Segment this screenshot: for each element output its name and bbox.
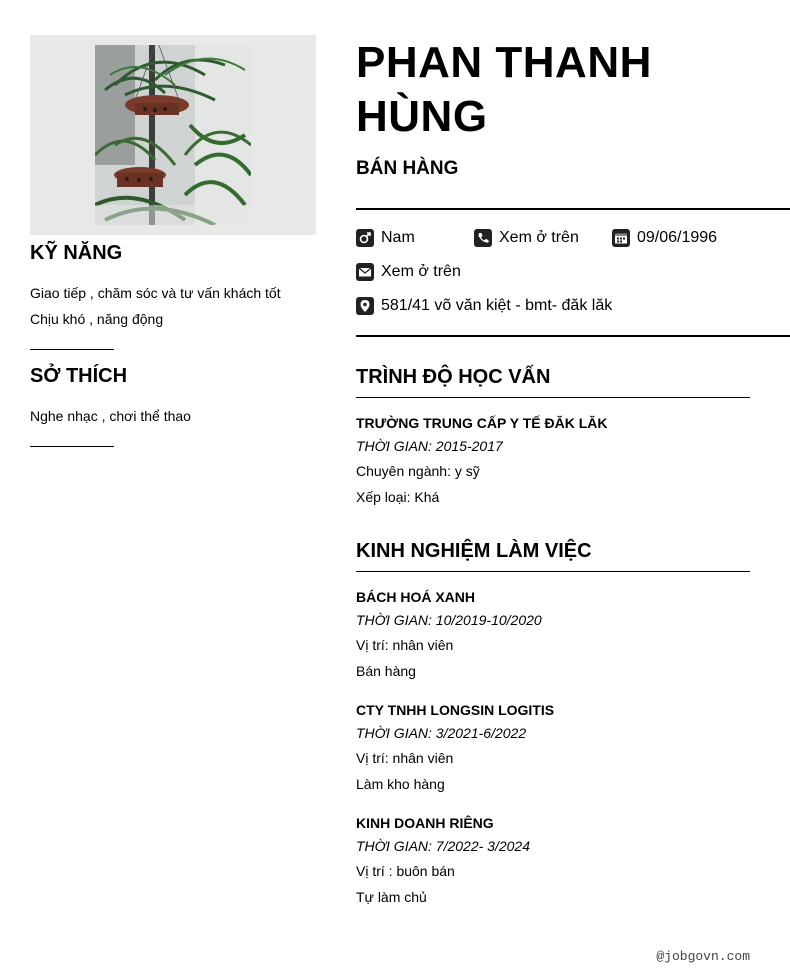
avatar-photo: [95, 45, 251, 225]
info-row: [356, 289, 790, 323]
company-name: CTY TNHH LONGSIN LOGITIS: [356, 702, 555, 718]
company-name: BÁCH HOÁ XANH: [356, 589, 475, 605]
phone-icon: [474, 229, 492, 247]
full-name: [356, 36, 790, 144]
name-line-2: HÙNG: [356, 92, 488, 141]
gender-icon: [356, 229, 374, 247]
experience-entry: [356, 814, 790, 910]
phone-value: Xem ở trên: [499, 229, 579, 246]
divider: [356, 397, 750, 398]
experience-title: KINH NGHIỆM LÀM VIỆC: [356, 540, 592, 562]
experience-entry: [356, 701, 790, 797]
email-value: Xem ở trên: [381, 263, 461, 280]
birthday-value: 09/06/1996: [637, 229, 718, 246]
location-pin-icon: [356, 297, 374, 315]
watermark: @jobgovn.com: [656, 949, 750, 964]
email-field: [356, 263, 461, 281]
entry-detail: Chuyên ngành: y sỹ: [356, 463, 480, 479]
job-title: BÁN HÀNG: [356, 158, 459, 179]
skills-title: KỸ NĂNG: [30, 242, 123, 264]
envelope-icon: [356, 263, 374, 281]
entry-time: THỜI GIAN: 2015-2017: [356, 438, 503, 454]
phone-field: [474, 229, 612, 247]
calendar-icon: [612, 229, 630, 247]
hobbies-title: SỞ THÍCH: [30, 365, 128, 387]
entry-detail: Bán hàng: [356, 663, 416, 679]
education-title: TRÌNH ĐỘ HỌC VẤN: [356, 366, 551, 388]
entry-time: THỜI GIAN: 10/2019-10/2020: [356, 612, 542, 628]
skills-list: [30, 280, 316, 332]
entry-detail: Vị trí: nhân viên: [356, 637, 454, 653]
company-name: KINH DOANH RIÊNG: [356, 815, 494, 831]
entry-time: THỜI GIAN: 7/2022- 3/2024: [356, 838, 531, 854]
entry-detail: Xếp loại: Khá: [356, 489, 440, 505]
info-row: [356, 255, 790, 289]
avatar-frame: [30, 35, 316, 235]
skill-item: Giao tiếp , chăm sóc và tư vấn khách tốt: [30, 285, 281, 301]
gender-value: Nam: [381, 229, 415, 246]
gender-field: [356, 229, 474, 247]
left-column: [30, 35, 316, 461]
right-column: [356, 36, 790, 910]
entry-detail: Vị trí : buôn bán: [356, 863, 455, 879]
divider: [30, 446, 114, 447]
entry-detail: Làm kho hàng: [356, 776, 445, 792]
birthday-field: [612, 229, 717, 247]
school-name: TRƯỜNG TRUNG CẤP Y TẾ ĐĂK LĂK: [356, 415, 608, 431]
divider: [356, 571, 750, 572]
skill-item: Chịu khó , năng động: [30, 311, 164, 327]
experience-entry: [356, 588, 790, 684]
education-entry: [356, 414, 790, 510]
divider: [30, 349, 114, 350]
entry-detail: Tự làm chủ: [356, 889, 427, 905]
hobby-item: Nghe nhạc , chơi thể thao: [30, 408, 191, 424]
name-line-1: PHAN THANH: [356, 38, 652, 87]
contact-info: [356, 210, 790, 335]
address-value: 581/41 võ văn kiệt - bmt- đăk lăk: [381, 297, 613, 314]
divider: [356, 335, 790, 337]
info-row: [356, 221, 790, 255]
entry-time: THỜI GIAN: 3/2021-6/2022: [356, 725, 527, 741]
address-field: [356, 297, 612, 315]
entry-detail: Vị trí: nhân viên: [356, 750, 454, 766]
hobbies-list: [30, 403, 316, 429]
